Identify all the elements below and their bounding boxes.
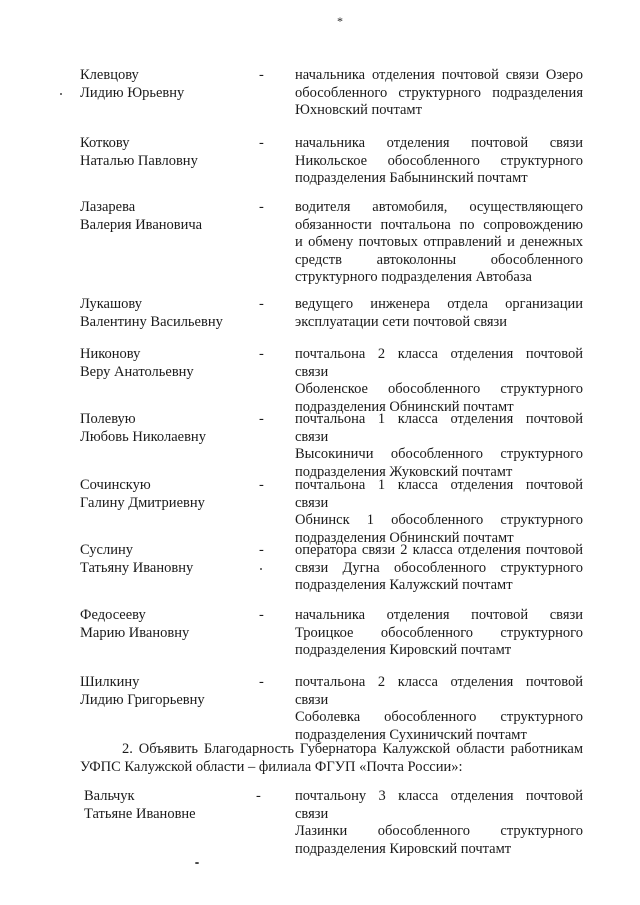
dash: - xyxy=(259,199,264,215)
dash: - xyxy=(259,67,264,83)
position-description xyxy=(295,296,583,331)
scan-speck xyxy=(195,862,199,864)
dash: - xyxy=(259,411,264,427)
surname: Суслину xyxy=(80,542,134,558)
desc-line: почтальона 1 класса отделения почтовой связи xyxy=(295,411,583,445)
dash: - xyxy=(259,607,264,623)
desc-line: связи Дугна обособленного структурного xyxy=(295,559,583,576)
position-description xyxy=(295,788,583,858)
given-names: Марию Ивановну xyxy=(80,624,190,641)
surname: Коткову xyxy=(80,135,130,151)
desc-line: Высокиничи обособленного структурного xyxy=(295,446,583,462)
desc-line: подразделения Жуковский почтамт xyxy=(295,463,513,480)
desc-line: подразделения Калужский почтамт xyxy=(295,577,513,593)
desc-line: Обнинск 1 обособленного структурного xyxy=(295,512,583,528)
dash: - xyxy=(259,296,264,312)
surname: Федосееву xyxy=(80,607,146,623)
desc-line: подразделения Кировский почтамт xyxy=(295,840,512,857)
desc-line: почтальону 3 класса отделения почтовой связи xyxy=(295,788,583,822)
person-name xyxy=(80,135,255,170)
desc-line: подразделения Бабынинский почтамт xyxy=(295,170,528,186)
desc-line: обособленного структурного подразделения xyxy=(295,84,583,101)
desc-line: ведущего инженера отдела организации xyxy=(295,296,583,312)
position-description xyxy=(295,67,583,120)
position-description xyxy=(295,411,583,481)
position-description xyxy=(295,199,583,287)
desc-line: оператора связи 2 класса отделения почтовой xyxy=(295,542,583,558)
given-names: Татьяне Ивановне xyxy=(84,805,196,822)
surname: Лазарева xyxy=(80,199,136,215)
desc-line: почтальона 2 класса отделения почтовой связи xyxy=(295,674,583,708)
paragraph-line: 2. Объявить Благодарность Губернатора Калужской области работникам xyxy=(122,741,583,757)
person-name xyxy=(84,788,259,823)
dash: - xyxy=(259,477,264,493)
dash: - xyxy=(259,135,264,151)
surname: Сочинскую xyxy=(80,477,151,493)
given-names: Лидию Григорьевну xyxy=(80,691,205,708)
desc-line: Никольское обособленного структурного xyxy=(295,152,583,169)
surname: Шилкину xyxy=(80,674,140,690)
page-mark: * xyxy=(337,14,343,28)
given-names: Любовь Николаевну xyxy=(80,428,206,445)
desc-line: Юхновский почтамт xyxy=(295,102,422,118)
person-name xyxy=(80,477,255,512)
person-name xyxy=(80,607,255,642)
surname: Лукашову xyxy=(80,296,143,312)
person-name xyxy=(80,296,255,331)
surname: Никонову xyxy=(80,346,141,362)
paragraph-line: УФПС Калужской области – филиала ФГУП «Почта России»: xyxy=(80,758,463,775)
desc-line: подразделения Обнинский почтамт xyxy=(295,398,514,415)
dash: - xyxy=(256,788,261,804)
desc-line: подразделения Обнинский почтамт xyxy=(295,529,514,546)
given-names: Веру Анатольевну xyxy=(80,363,194,380)
surname: Вальчук xyxy=(84,788,135,804)
desc-line: и обмену почтовых отправлений и денежных xyxy=(295,234,583,250)
surname: Полевую xyxy=(80,411,136,427)
desc-line: начальника отделения почтовой связи Озеро xyxy=(295,67,583,83)
person-name xyxy=(80,346,255,381)
dash: - xyxy=(259,542,264,558)
dash: - xyxy=(259,346,264,362)
position-description xyxy=(295,542,583,595)
desc-line: начальника отделения почтовой связи xyxy=(295,135,583,151)
desc-line: почтальона 2 класса отделения почтовой связи xyxy=(295,346,583,380)
desc-line: подразделения Кировский почтамт xyxy=(295,642,512,658)
desc-line: почтальона 1 класса отделения почтовой связи xyxy=(295,477,583,511)
person-name xyxy=(80,67,255,102)
position-description xyxy=(295,135,583,188)
person-name xyxy=(80,674,255,709)
given-names: Галину Дмитриевну xyxy=(80,494,205,511)
desc-line: Лазинки обособленного структурного xyxy=(295,823,583,839)
surname: Клевцову xyxy=(80,67,139,83)
desc-line: Оболенское обособленного структурного xyxy=(295,381,583,397)
desc-line: структурного подразделения Автобаза xyxy=(295,269,532,285)
section-2-paragraph xyxy=(80,741,583,776)
given-names: Валерия Ивановича xyxy=(80,216,203,233)
desc-line: Троицкое обособленного структурного xyxy=(295,624,583,641)
person-name xyxy=(80,411,255,446)
position-description xyxy=(295,477,583,547)
dash: - xyxy=(259,674,264,690)
person-name xyxy=(80,199,255,234)
given-names: Валентину Васильевну xyxy=(80,313,223,330)
position-description xyxy=(295,674,583,744)
desc-line: средств автоколонны обособленного xyxy=(295,251,583,268)
scan-speck xyxy=(260,568,262,570)
desc-line: начальника отделения почтовой связи xyxy=(295,607,583,623)
scan-speck xyxy=(60,93,62,95)
desc-line: подразделения Сухиничский почтамт xyxy=(295,726,527,743)
desc-line: эксплуатации сети почтовой связи xyxy=(295,313,508,330)
desc-line: обязанности почтальона по сопровождению xyxy=(295,216,583,233)
position-description xyxy=(295,607,583,660)
desc-line: водителя автомобиля, осуществляющего xyxy=(295,199,583,215)
given-names: Татьяну Ивановну xyxy=(80,559,194,576)
desc-line: Соболевка обособленного структурного xyxy=(295,709,583,725)
position-description xyxy=(295,346,583,416)
given-names: Наталью Павловну xyxy=(80,152,198,169)
given-names: Лидию Юрьевну xyxy=(80,84,185,101)
person-name xyxy=(80,542,255,577)
